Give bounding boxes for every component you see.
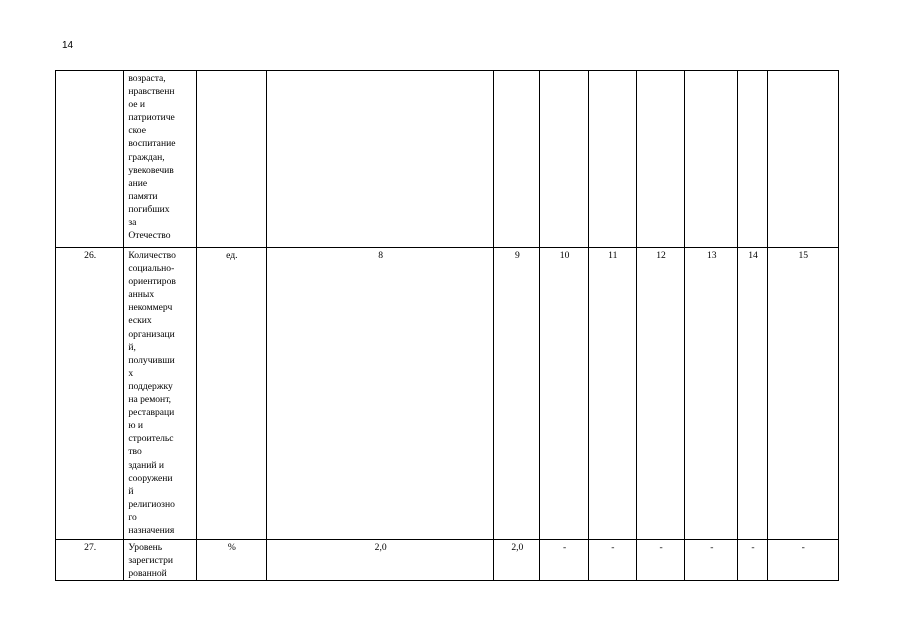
year-value-cell: 13 — [685, 248, 738, 540]
row-number-cell: 27. — [56, 540, 124, 581]
year-value-cell — [494, 71, 540, 248]
year-value-cell: 10 — [540, 248, 588, 540]
indicators-table — [55, 70, 839, 581]
year-value-cell: - — [540, 540, 588, 581]
year-value-cell — [738, 71, 767, 248]
table-row — [56, 248, 839, 540]
table-row — [56, 71, 839, 248]
year-value-cell: - — [588, 540, 636, 581]
unit-cell: % — [196, 540, 266, 581]
year-value-cell: 15 — [767, 248, 838, 540]
year-value-cell: - — [685, 540, 738, 581]
year-value-cell: 14 — [738, 248, 767, 540]
unit-cell: ед. — [196, 248, 266, 540]
row-number-cell: 26. — [56, 248, 124, 540]
year-value-cell: - — [767, 540, 838, 581]
year-value-cell: 11 — [588, 248, 636, 540]
row-number-cell — [56, 71, 124, 248]
year-value-cell — [767, 71, 838, 248]
year-value-cell — [588, 71, 636, 248]
table-row — [56, 540, 839, 581]
base-value-cell — [267, 71, 494, 248]
year-value-cell: - — [636, 540, 684, 581]
base-value-cell: 8 — [267, 248, 494, 540]
indicator-name-cell: Уровень зарегистри рованной — [124, 540, 196, 581]
page-number: 14 — [62, 40, 74, 51]
year-value-cell: - — [738, 540, 767, 581]
year-value-cell — [685, 71, 738, 248]
indicator-name-cell: возраста, нравственн ое и патриотиче ское воспитание граждан, увековечив ание памяти погибших за Отечество — [124, 71, 196, 248]
year-value-cell: 9 — [494, 248, 540, 540]
base-value-cell: 2,0 — [267, 540, 494, 581]
unit-cell — [196, 71, 266, 248]
year-value-cell — [540, 71, 588, 248]
year-value-cell: 12 — [636, 248, 684, 540]
year-value-cell: 2,0 — [494, 540, 540, 581]
indicator-name-cell: Количество социально- ориентиров анных некоммерч еских организаци й, получивши х поддержку на ремонт, реставраци ю и строительс тво зданий и сооружени й религиозно го назначения — [124, 248, 196, 540]
year-value-cell — [636, 71, 684, 248]
